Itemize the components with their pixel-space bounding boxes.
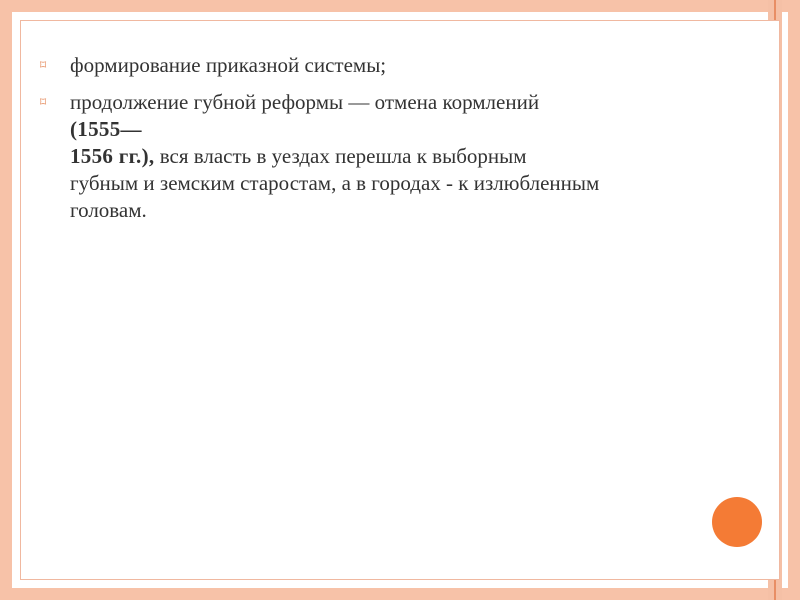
bullet-icon: ⌑	[40, 58, 47, 72]
bullet-text-2-line-4: губным и земским старостам, а в городах - к излюбленным	[70, 171, 600, 195]
decorative-orange-circle	[712, 497, 762, 547]
bullet-text-2-line-3-rest: вся власть в уездах перешла к выборным	[154, 144, 527, 168]
bullet-item-1	[40, 52, 760, 79]
bullet-text-2-date: 1556 гг.),	[70, 144, 155, 168]
bullet-text-2-line-1: продолжение губной реформы — отмена кормлений	[70, 90, 540, 114]
bullet-text-1: формирование приказной системы;	[70, 53, 387, 77]
bullet-text-2-line-3	[70, 143, 760, 170]
bullet-icon: ⌑	[40, 95, 47, 109]
bullet-text-2-line-5: головам.	[70, 198, 147, 222]
slide-content	[40, 52, 760, 234]
bullet-item-2	[40, 89, 760, 224]
bullet-text-2-line-2: (1555—	[70, 117, 142, 141]
